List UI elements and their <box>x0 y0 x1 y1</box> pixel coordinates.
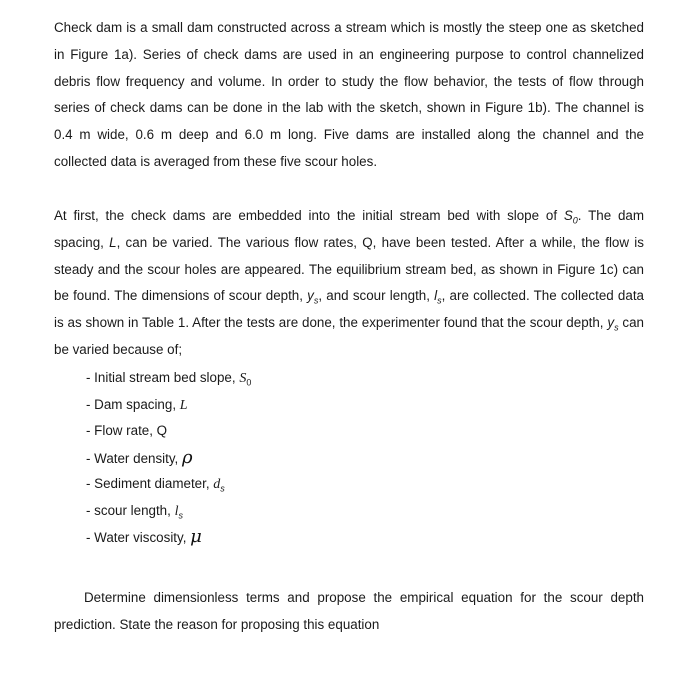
slope-symbol: $S_0$ <box>563 208 578 226</box>
list-item: - Flow rate, Q <box>86 423 168 438</box>
p2-text-1: At first, the check dams are embedded into the initial stream bed with slope of <box>54 208 564 223</box>
scour-length-symbol: $l_s$ <box>434 288 442 307</box>
paragraph-test-procedure <box>54 203 644 364</box>
spacing-symbol: L <box>109 234 117 250</box>
list-item: - Dam spacing, L <box>86 396 188 413</box>
paragraph-task-statement: Determine dimensionless terms and propose the empirical equation for the scour depth prediction. State the reason for proposing this equation <box>54 590 644 632</box>
p2-text-4: , and scour length, <box>318 288 435 304</box>
paragraph-check-dam-intro: Check dam is a small dam constructed across a stream which is mostly the steep one as sketched in Figure 1a). Series of check dams are used in an engineering purpose to control channelized debris flow frequency and volume. In order to study the flow behavior, the tests of flow through series of check dams can be done in the lab with the sketch, shown in Figure 1b). The channel is 0.4 m wide, 0.6 m deep and 6.0 m long. Five dams are installed along the channel and the collected data is averaged from these five scour holes. <box>54 20 644 169</box>
scour-depth-symbol-2: $y_s$ <box>607 315 619 333</box>
list-item: - Water viscosity, μ <box>86 526 202 547</box>
p2-text-5: , are collected. The collected data is as shown in Table 1. After the tests are done, the experimenter found that the scour depth, <box>54 288 644 331</box>
p2-text-2: . The dam spacing, <box>54 208 644 250</box>
list-item: - Initial stream bed slope, $S_0$ <box>86 370 252 388</box>
list-item: - scour length, $l_s$ <box>86 502 183 521</box>
p2-text-6: can be varied because of; <box>54 315 645 357</box>
factor-list <box>86 365 251 551</box>
list-item: - Water density, ρ <box>86 446 193 468</box>
scour-depth-symbol: $y_s$ <box>307 288 319 307</box>
list-item: - Sediment diameter, $d_s$ <box>86 476 225 494</box>
p2-text-3: , can be varied. The various flow rates, Q, have been tested. After a while, the flow is steady and the scour holes are appeared. The equilibrium stream bed, as shown in Figure 1c) can be found. The dimensions of scour depth, <box>54 234 644 304</box>
